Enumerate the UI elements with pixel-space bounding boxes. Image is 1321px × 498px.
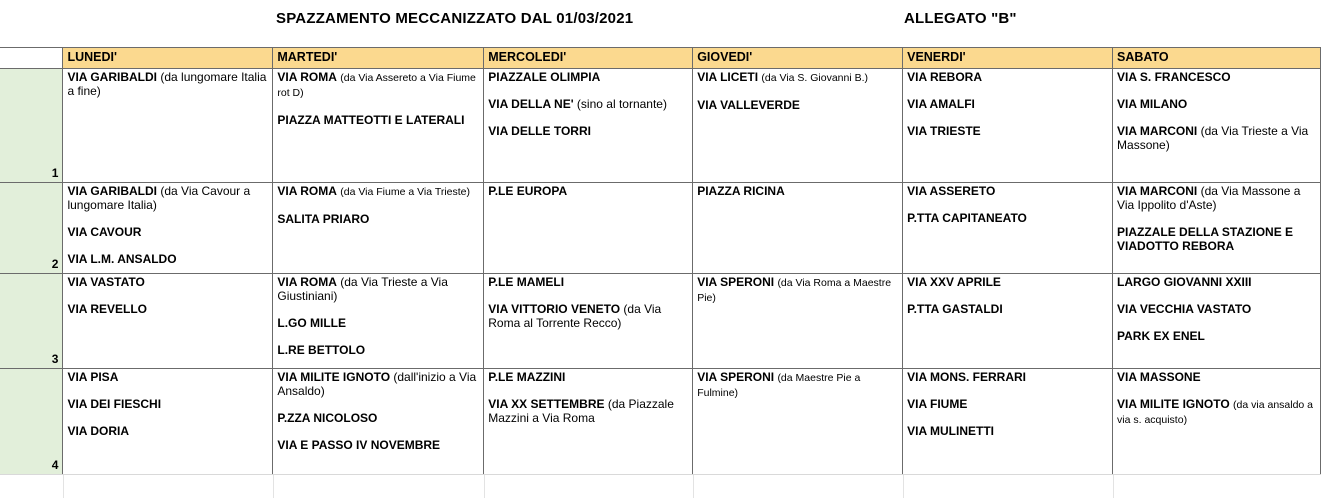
day-header: SABATO — [1113, 48, 1321, 69]
street-entry — [67, 370, 268, 384]
street-name: VIA VITTORIO VENETO — [488, 302, 621, 316]
schedule-cell — [484, 369, 693, 475]
schedule-cell — [273, 274, 484, 369]
street-name: VIA E PASSO IV NOVEMBRE — [277, 438, 441, 452]
schedule-cell — [484, 183, 693, 274]
street-name: LARGO GIOVANNI XXIII — [1117, 275, 1252, 289]
street-name: VIA MILITE IGNOTO — [1117, 397, 1230, 411]
street-entry — [67, 252, 268, 266]
street-name: VIA MILANO — [1117, 97, 1188, 111]
street-entry — [907, 184, 1108, 198]
street-entry — [488, 397, 688, 425]
table-row — [0, 369, 1321, 475]
schedule-cell — [903, 69, 1113, 183]
street-name: VIA XX SETTEMBRE — [488, 397, 605, 411]
street-name: VIA VALLEVERDE — [697, 98, 800, 112]
street-entry — [67, 225, 268, 239]
schedule-cell — [1113, 69, 1321, 183]
street-entry — [67, 397, 268, 411]
street-name: VIA DELLE TORRI — [488, 124, 591, 138]
schedule-cell — [693, 183, 903, 274]
street-entry — [277, 184, 479, 199]
street-name: P.TTA GASTALDI — [907, 302, 1003, 316]
schedule-cell — [63, 69, 273, 183]
street-name: VIA L.M. ANSALDO — [67, 252, 177, 266]
empty-spreadsheet-row — [0, 474, 1321, 498]
street-name: P.LE MAZZINI — [488, 370, 566, 384]
street-name: VIA DELLA NE' — [488, 97, 574, 111]
street-range: (da Piazzale Mazzini a Via Roma — [488, 397, 674, 425]
street-range: (da Via Assereto a Via Fiume rot D) — [277, 72, 476, 99]
street-entry — [67, 302, 268, 316]
street-entry — [488, 370, 688, 384]
street-range: (da Via S. Giovanni B.) — [761, 72, 869, 84]
street-name: VIA GARIBALDI — [67, 70, 158, 84]
street-entry — [1117, 397, 1316, 427]
street-name: VIA ROMA — [277, 184, 337, 198]
street-name: VIA ASSERETO — [907, 184, 996, 198]
schedule-cell — [1113, 183, 1321, 274]
street-name: VIA MULINETTI — [907, 424, 994, 438]
schedule-cell — [273, 369, 484, 475]
street-entry — [907, 70, 1108, 84]
street-entry — [697, 98, 898, 112]
schedule-cell — [63, 369, 273, 475]
street-entry — [1117, 225, 1316, 253]
street-entry — [1117, 329, 1316, 343]
street-name: VIA MASSONE — [1117, 370, 1201, 384]
street-entry — [67, 70, 268, 98]
street-name: VIA MARCONI — [1117, 124, 1198, 138]
street-name: PIAZZA MATTEOTTI E LATERALI — [277, 113, 465, 127]
street-name: L.RE BETTOLO — [277, 343, 366, 357]
street-name: VIA LICETI — [697, 70, 759, 84]
street-name: VIA XXV APRILE — [907, 275, 1001, 289]
street-entry — [907, 302, 1108, 316]
table-row — [0, 183, 1321, 274]
street-name: VIA SPERONI — [697, 370, 775, 384]
schedule-cell — [484, 274, 693, 369]
street-name: P.ZZA NICOLOSO — [277, 411, 378, 425]
street-range: (dall'inizio a Via Ansaldo) — [277, 370, 477, 398]
street-name: VIA AMALFI — [907, 97, 975, 111]
street-entry — [907, 211, 1108, 225]
street-range: (da Maestre Pie a Fulmine) — [697, 372, 861, 399]
street-entry — [697, 275, 898, 305]
street-entry — [277, 70, 479, 100]
street-name: VIA ROMA — [277, 275, 337, 289]
street-entry — [697, 70, 898, 85]
schedule-cell — [273, 69, 484, 183]
street-entry — [488, 302, 688, 330]
street-entry — [67, 275, 268, 289]
street-name: L.GO MILLE — [277, 316, 347, 330]
street-name: VIA ROMA — [277, 70, 337, 84]
street-entry — [697, 370, 898, 400]
street-name: VIA MONS. FERRARI — [907, 370, 1027, 384]
day-header: VENERDI' — [903, 48, 1113, 69]
street-name: VIA REBORA — [907, 70, 983, 84]
street-entry — [907, 424, 1108, 438]
street-entry — [907, 370, 1108, 384]
street-entry — [277, 343, 479, 357]
street-name: VIA SPERONI — [697, 275, 775, 289]
street-entry — [1117, 97, 1316, 111]
street-name: PIAZZALE OLIMPIA — [488, 70, 601, 84]
street-entry — [488, 70, 688, 84]
schedule-cell — [903, 183, 1113, 274]
document-title: SPAZZAMENTO MECCANIZZATO DAL 01/03/2021 — [276, 10, 634, 27]
street-entry — [697, 184, 898, 198]
header-row — [0, 48, 1321, 69]
street-entry — [67, 424, 268, 438]
row-number: 3 — [0, 274, 63, 369]
street-name: VIA MARCONI — [1117, 184, 1198, 198]
table-row — [0, 69, 1321, 183]
street-name: PIAZZA RICINA — [697, 184, 785, 198]
street-entry — [277, 411, 479, 425]
street-entry — [277, 438, 479, 452]
street-name: VIA TRIESTE — [907, 124, 981, 138]
street-name: VIA PISA — [67, 370, 119, 384]
day-header: MERCOLEDI' — [484, 48, 693, 69]
row-number: 4 — [0, 369, 63, 475]
street-entry — [277, 370, 479, 398]
street-name: VIA VASTATO — [67, 275, 145, 289]
street-entry — [1117, 124, 1316, 152]
schedule-cell — [693, 274, 903, 369]
street-entry — [277, 316, 479, 330]
street-range: (da Via Roma al Torrente Recco) — [488, 302, 662, 330]
street-entry — [488, 275, 688, 289]
street-range: (da via ansaldo a via s. acquisto) — [1117, 399, 1314, 426]
day-header: MARTEDI' — [273, 48, 484, 69]
street-range: (da Via Massone a Via Ippolito d'Aste) — [1117, 184, 1301, 212]
street-name: VIA DEI FIESCHI — [67, 397, 162, 411]
street-entry — [907, 275, 1108, 289]
schedule-cell — [484, 69, 693, 183]
schedule-table — [0, 47, 1321, 475]
street-entry — [1117, 275, 1316, 289]
schedule-cell — [273, 183, 484, 274]
street-entry — [277, 113, 479, 127]
schedule-cell — [693, 369, 903, 475]
day-header: LUNEDI' — [63, 48, 273, 69]
street-name: PARK EX ENEL — [1117, 329, 1205, 343]
schedule-cell — [1113, 369, 1321, 475]
street-range: (da Via Fiume a Via Trieste) — [340, 186, 471, 198]
table-row — [0, 274, 1321, 369]
street-name: PIAZZALE DELLA STAZIONE E VIADOTTO REBORA — [1117, 225, 1294, 253]
street-name: P.LE EUROPA — [488, 184, 568, 198]
row-number: 2 — [0, 183, 63, 274]
street-entry — [1117, 302, 1316, 316]
street-entry — [907, 397, 1108, 411]
street-entry — [907, 124, 1108, 138]
street-name: VIA MILITE IGNOTO — [277, 370, 391, 384]
street-entry — [907, 97, 1108, 111]
street-entry — [1117, 70, 1316, 84]
street-name: P.LE MAMELI — [488, 275, 565, 289]
street-name: VIA S. FRANCESCO — [1117, 70, 1231, 84]
street-entry — [1117, 370, 1316, 384]
street-name: P.TTA CAPITANEATO — [907, 211, 1027, 225]
street-range: (da Via Trieste a Via Massone) — [1117, 124, 1309, 152]
street-range: (sino al tornante) — [576, 97, 667, 111]
street-entry — [1117, 184, 1316, 212]
street-entry — [67, 184, 268, 212]
street-name: VIA FIUME — [907, 397, 968, 411]
street-range: (da Via Trieste a Via Giustiniani) — [277, 275, 448, 303]
street-range: (da Via Cavour a lungomare Italia) — [67, 184, 251, 212]
street-entry — [277, 275, 479, 303]
street-entry — [488, 97, 688, 111]
day-header: GIOVEDI' — [693, 48, 903, 69]
schedule-cell — [63, 183, 273, 274]
street-entry — [488, 184, 688, 198]
schedule-cell — [903, 274, 1113, 369]
street-range: (da Via Roma a Maestre Pie) — [697, 277, 892, 304]
street-entry — [488, 124, 688, 138]
schedule-cell — [693, 69, 903, 183]
schedule-cell — [1113, 274, 1321, 369]
street-entry — [277, 212, 479, 226]
street-name: VIA REVELLO — [67, 302, 148, 316]
attachment-label: ALLEGATO "B" — [904, 10, 1017, 27]
street-name: SALITA PRIARO — [277, 212, 370, 226]
street-range: (da lungomare Italia a fine) — [67, 70, 267, 98]
street-name: VIA CAVOUR — [67, 225, 142, 239]
schedule-cell — [903, 369, 1113, 475]
schedule-cell — [63, 274, 273, 369]
street-name: VIA DORIA — [67, 424, 130, 438]
row-number: 1 — [0, 69, 63, 183]
corner-cell — [0, 48, 63, 69]
street-name: VIA VECCHIA VASTATO — [1117, 302, 1252, 316]
street-name: VIA GARIBALDI — [67, 184, 158, 198]
